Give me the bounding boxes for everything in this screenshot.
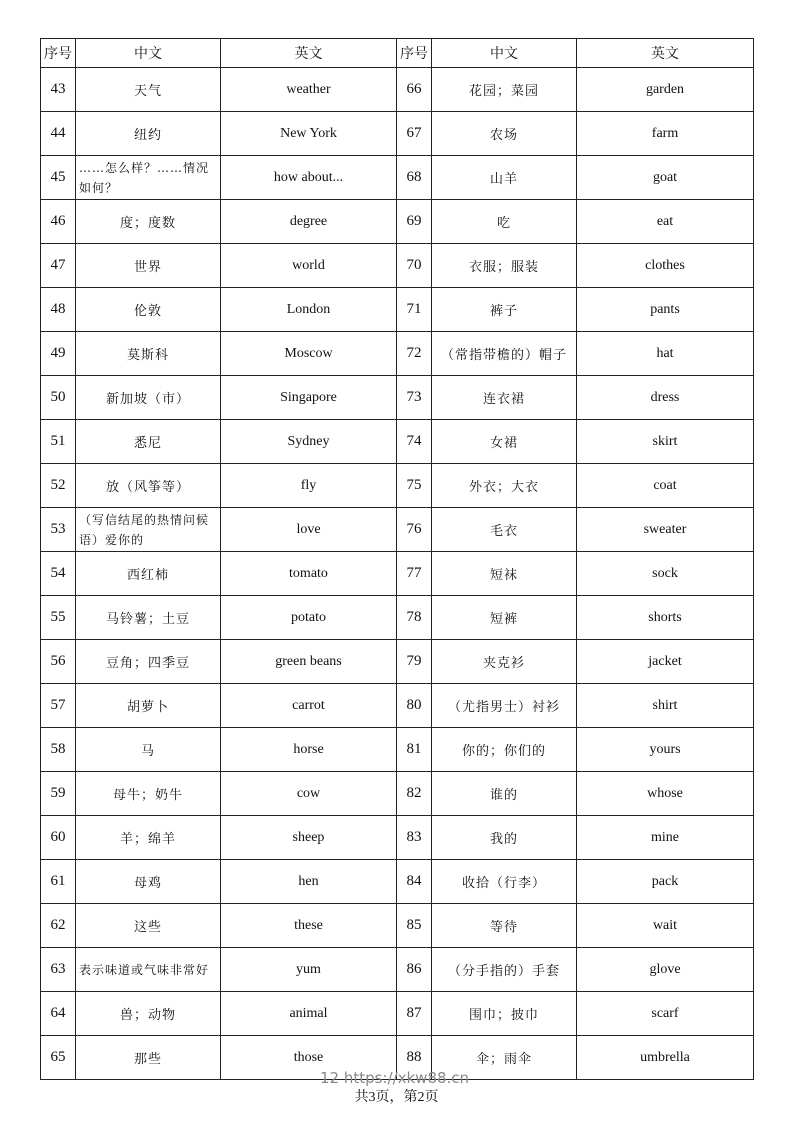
- cell-chinese: 短袜: [432, 552, 577, 596]
- cell-number: 68: [397, 156, 432, 200]
- cell-number: 56: [41, 640, 76, 684]
- cell-english: degree: [221, 200, 397, 244]
- cell-chinese: 表示味道或气味非常好: [76, 948, 221, 992]
- table-row: [41, 332, 754, 376]
- cell-chinese: 那些: [76, 1036, 221, 1080]
- cell-chinese: 连衣裙: [432, 376, 577, 420]
- cell-english: sheep: [221, 816, 397, 860]
- table-row: [41, 904, 754, 948]
- table-row: [41, 464, 754, 508]
- table-row: [41, 420, 754, 464]
- cell-chinese: 天气: [76, 68, 221, 112]
- cell-chinese: 外衣；大衣: [432, 464, 577, 508]
- cell-number: 73: [397, 376, 432, 420]
- cell-english: carrot: [221, 684, 397, 728]
- cell-chinese: 放（风筝等）: [76, 464, 221, 508]
- cell-english: coat: [577, 464, 754, 508]
- cell-number: 63: [41, 948, 76, 992]
- cell-chinese: 西红柿: [76, 552, 221, 596]
- cell-english: goat: [577, 156, 754, 200]
- cell-english: Sydney: [221, 420, 397, 464]
- cell-chinese: 短裤: [432, 596, 577, 640]
- cell-number: 57: [41, 684, 76, 728]
- cell-number: 64: [41, 992, 76, 1036]
- cell-english: shirt: [577, 684, 754, 728]
- cell-chinese: 马: [76, 728, 221, 772]
- cell-number: 48: [41, 288, 76, 332]
- cell-number: 72: [397, 332, 432, 376]
- table-row: [41, 640, 754, 684]
- cell-number: 74: [397, 420, 432, 464]
- cell-chinese: 羊；绵羊: [76, 816, 221, 860]
- cell-number: 78: [397, 596, 432, 640]
- cell-english: love: [221, 508, 397, 552]
- cell-english: weather: [221, 68, 397, 112]
- header-english: 英文: [577, 39, 754, 68]
- cell-chinese: 女裙: [432, 420, 577, 464]
- cell-number: 76: [397, 508, 432, 552]
- cell-number: 71: [397, 288, 432, 332]
- cell-english: mine: [577, 816, 754, 860]
- header-number: 序号: [41, 39, 76, 68]
- cell-chinese: （尤指男士）衬衫: [432, 684, 577, 728]
- cell-number: 69: [397, 200, 432, 244]
- cell-english: New York: [221, 112, 397, 156]
- cell-number: 51: [41, 420, 76, 464]
- cell-chinese: 你的；你们的: [432, 728, 577, 772]
- cell-number: 47: [41, 244, 76, 288]
- cell-number: 65: [41, 1036, 76, 1080]
- cell-chinese: 裤子: [432, 288, 577, 332]
- cell-english: green beans: [221, 640, 397, 684]
- cell-number: 62: [41, 904, 76, 948]
- cell-number: 86: [397, 948, 432, 992]
- cell-english: horse: [221, 728, 397, 772]
- cell-english: these: [221, 904, 397, 948]
- cell-english: farm: [577, 112, 754, 156]
- cell-english: whose: [577, 772, 754, 816]
- cell-english: hat: [577, 332, 754, 376]
- cell-english: wait: [577, 904, 754, 948]
- cell-english: jacket: [577, 640, 754, 684]
- page-footer: 共3页，第2页: [354, 1090, 439, 1105]
- header-chinese: 中文: [76, 39, 221, 68]
- cell-english: London: [221, 288, 397, 332]
- table-row: [41, 508, 754, 552]
- header-english: 英文: [221, 39, 397, 68]
- cell-chinese: 悉尼: [76, 420, 221, 464]
- cell-english: world: [221, 244, 397, 288]
- table-row: [41, 112, 754, 156]
- table-row: [41, 684, 754, 728]
- cell-number: 87: [397, 992, 432, 1036]
- cell-chinese: 我的: [432, 816, 577, 860]
- cell-english: eat: [577, 200, 754, 244]
- cell-number: 59: [41, 772, 76, 816]
- cell-number: 60: [41, 816, 76, 860]
- cell-number: 43: [41, 68, 76, 112]
- cell-number: 54: [41, 552, 76, 596]
- cell-number: 50: [41, 376, 76, 420]
- table-row: [41, 772, 754, 816]
- cell-number: 58: [41, 728, 76, 772]
- cell-number: 88: [397, 1036, 432, 1080]
- cell-number: 85: [397, 904, 432, 948]
- cell-english: sweater: [577, 508, 754, 552]
- cell-chinese: 新加坡（市）: [76, 376, 221, 420]
- cell-number: 75: [397, 464, 432, 508]
- cell-number: 55: [41, 596, 76, 640]
- cell-number: 70: [397, 244, 432, 288]
- table-row: [41, 244, 754, 288]
- cell-chinese: （写信结尾的热情问候语）爱你的: [76, 508, 221, 552]
- cell-english: fly: [221, 464, 397, 508]
- cell-number: 49: [41, 332, 76, 376]
- table-row: [41, 992, 754, 1036]
- cell-number: 77: [397, 552, 432, 596]
- table-row: [41, 948, 754, 992]
- cell-number: 83: [397, 816, 432, 860]
- cell-chinese: 夹克衫: [432, 640, 577, 684]
- cell-number: 45: [41, 156, 76, 200]
- cell-english: dress: [577, 376, 754, 420]
- cell-chinese: 花园；菜园: [432, 68, 577, 112]
- cell-chinese: ……怎么样？……情况如何？: [76, 156, 221, 200]
- watermark: 12 https://xkw88.cn: [320, 1069, 470, 1087]
- table-row: [41, 376, 754, 420]
- cell-chinese: 山羊: [432, 156, 577, 200]
- cell-chinese: 母牛；奶牛: [76, 772, 221, 816]
- cell-number: 46: [41, 200, 76, 244]
- cell-english: potato: [221, 596, 397, 640]
- cell-chinese: （常指带檐的）帽子: [432, 332, 577, 376]
- table-row: [41, 200, 754, 244]
- cell-chinese: 世界: [76, 244, 221, 288]
- table-row: [41, 860, 754, 904]
- cell-chinese: 纽约: [76, 112, 221, 156]
- cell-chinese: 母鸡: [76, 860, 221, 904]
- cell-english: tomato: [221, 552, 397, 596]
- table-row: [41, 816, 754, 860]
- cell-number: 67: [397, 112, 432, 156]
- cell-english: Moscow: [221, 332, 397, 376]
- table-row: [41, 728, 754, 772]
- cell-chinese: 伦敦: [76, 288, 221, 332]
- cell-english: skirt: [577, 420, 754, 464]
- cell-number: 61: [41, 860, 76, 904]
- cell-number: 53: [41, 508, 76, 552]
- cell-chinese: 莫斯科: [76, 332, 221, 376]
- vocabulary-table: [40, 38, 754, 1080]
- cell-number: 81: [397, 728, 432, 772]
- cell-number: 80: [397, 684, 432, 728]
- header-number: 序号: [397, 39, 432, 68]
- cell-chinese: 吃: [432, 200, 577, 244]
- cell-english: umbrella: [577, 1036, 754, 1080]
- cell-english: clothes: [577, 244, 754, 288]
- cell-chinese: 农场: [432, 112, 577, 156]
- header-chinese: 中文: [432, 39, 577, 68]
- cell-number: 82: [397, 772, 432, 816]
- cell-chinese: 度；度数: [76, 200, 221, 244]
- cell-number: 66: [397, 68, 432, 112]
- cell-english: yours: [577, 728, 754, 772]
- table-row: [41, 596, 754, 640]
- cell-number: 44: [41, 112, 76, 156]
- cell-english: yum: [221, 948, 397, 992]
- cell-chinese: 毛衣: [432, 508, 577, 552]
- cell-chinese: 马铃薯；土豆: [76, 596, 221, 640]
- cell-chinese: 胡萝卜: [76, 684, 221, 728]
- cell-english: Singapore: [221, 376, 397, 420]
- table-row: [41, 552, 754, 596]
- cell-number: 79: [397, 640, 432, 684]
- cell-english: shorts: [577, 596, 754, 640]
- cell-english: pack: [577, 860, 754, 904]
- cell-english: pants: [577, 288, 754, 332]
- cell-chinese: 这些: [76, 904, 221, 948]
- cell-english: those: [221, 1036, 397, 1080]
- cell-chinese: 谁的: [432, 772, 577, 816]
- table-row: [41, 68, 754, 112]
- cell-english: cow: [221, 772, 397, 816]
- cell-english: glove: [577, 948, 754, 992]
- table-row: [41, 288, 754, 332]
- cell-english: sock: [577, 552, 754, 596]
- cell-chinese: 等待: [432, 904, 577, 948]
- cell-chinese: 收拾（行李）: [432, 860, 577, 904]
- header-row: [41, 39, 754, 68]
- cell-chinese: 伞；雨伞: [432, 1036, 577, 1080]
- cell-chinese: 豆角；四季豆: [76, 640, 221, 684]
- cell-chinese: 兽；动物: [76, 992, 221, 1036]
- cell-chinese: 围巾；披巾: [432, 992, 577, 1036]
- cell-chinese: （分手指的）手套: [432, 948, 577, 992]
- cell-english: animal: [221, 992, 397, 1036]
- cell-number: 84: [397, 860, 432, 904]
- cell-english: hen: [221, 860, 397, 904]
- cell-english: scarf: [577, 992, 754, 1036]
- cell-chinese: 衣服；服装: [432, 244, 577, 288]
- table-row: [41, 156, 754, 200]
- cell-number: 52: [41, 464, 76, 508]
- cell-english: how about...: [221, 156, 397, 200]
- cell-english: garden: [577, 68, 754, 112]
